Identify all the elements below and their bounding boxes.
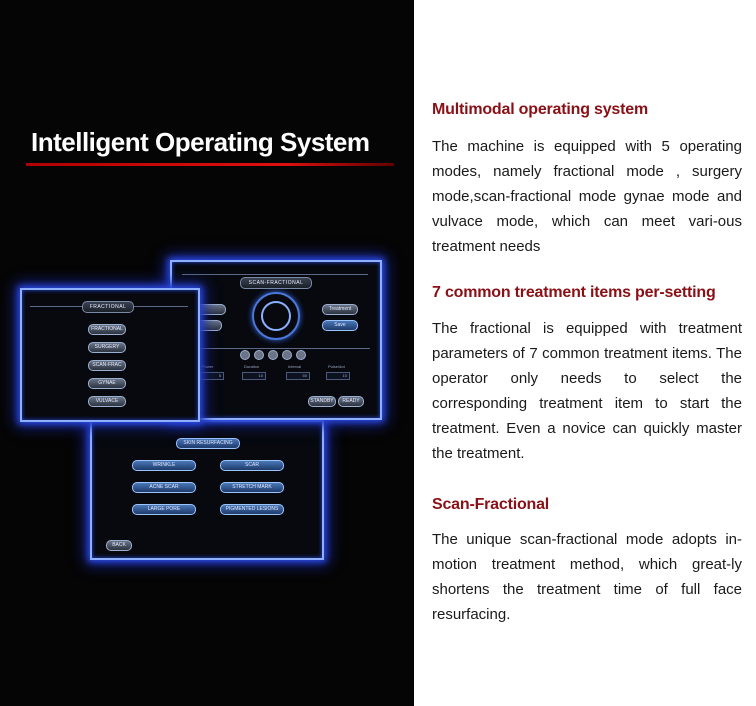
text-treatment-items: The fractional is equipped with treatment parameters of 7 common treatment items. The operator only needs to select the corresponding treatment item to start the treatment. Even a novice can quickly master the treatment. bbox=[432, 320, 742, 462]
wrinkle-button[interactable]: WRINKLE bbox=[132, 460, 196, 471]
stretch-mark-button[interactable]: STRETCH MARK bbox=[220, 482, 284, 493]
param-label-power: Power bbox=[202, 364, 214, 369]
duration-field[interactable] bbox=[242, 372, 266, 380]
power-field[interactable] bbox=[200, 372, 224, 380]
screen-scan-fractional bbox=[170, 260, 382, 420]
pattern-dot-5[interactable] bbox=[296, 350, 306, 360]
gynae-mode-button[interactable]: GYNAE bbox=[88, 378, 126, 389]
scan-dial-inner bbox=[261, 301, 291, 331]
save-button[interactable]: Save bbox=[322, 320, 358, 331]
acne-scar-button[interactable]: ACNE SCAR bbox=[132, 482, 196, 493]
surgery-mode-button[interactable]: SURGERY bbox=[88, 342, 126, 353]
interval-value: 50 bbox=[302, 373, 307, 378]
text-scan-fractional: The unique scan-fractional mode adopts in-motion treatment method, which great-ly shortens the treatment time of full face resurfacing. bbox=[432, 531, 742, 623]
pattern-dot-2[interactable] bbox=[254, 350, 264, 360]
text-multimodal: The machine is equipped with 5 operating modes, namely fractional mode , surgery mode,scan-fractional mode gynae mode and vulvace mode, which can meet vari-ous treatment needs bbox=[432, 138, 742, 255]
param-label-pulse: Pulse/dot bbox=[328, 364, 345, 369]
main-title: Intelligent Operating System bbox=[31, 127, 370, 157]
pattern-dot-1[interactable] bbox=[240, 350, 250, 360]
ready-button[interactable]: READY bbox=[338, 396, 364, 407]
pattern-dot-4[interactable] bbox=[282, 350, 292, 360]
right-panel bbox=[414, 0, 756, 706]
standby-button[interactable]: STANDBY bbox=[308, 396, 336, 407]
fractional-title: FRACTIONAL bbox=[82, 301, 134, 313]
vulvace-mode-button[interactable]: VULVACE bbox=[88, 396, 126, 407]
skin-resurfacing-title: SKIN RESURFACING bbox=[176, 438, 240, 449]
scar-button[interactable]: SCAR bbox=[220, 460, 284, 471]
heading-multimodal: Multimodal operating system bbox=[432, 101, 648, 118]
heading-treatment-items: 7 common treatment items per-setting bbox=[432, 284, 716, 301]
header-line bbox=[182, 274, 368, 275]
heading-scan-fractional: Scan-Fractional bbox=[432, 496, 550, 513]
interval-field[interactable] bbox=[286, 372, 310, 380]
power-value: 5 bbox=[218, 373, 221, 378]
fractional-mode-button[interactable]: FRACTIONAL bbox=[88, 324, 126, 335]
title-underline bbox=[26, 163, 394, 166]
pulse-field[interactable] bbox=[326, 372, 350, 380]
divider-line bbox=[180, 348, 370, 349]
scan-frac-mode-button[interactable]: SCAN-FRAC bbox=[88, 360, 126, 371]
pattern-dot-3[interactable] bbox=[268, 350, 278, 360]
duration-value: 10 bbox=[258, 373, 263, 378]
scan-fractional-title: SCAN-FRACTIONAL bbox=[240, 277, 312, 289]
treatment-button[interactable]: Treatment bbox=[322, 304, 358, 315]
param-label-duration: Duration bbox=[244, 364, 260, 369]
screen-fractional bbox=[20, 288, 200, 422]
large-pore-button[interactable]: LARGE PORE bbox=[132, 504, 196, 515]
pigmented-lesions-button[interactable]: PIGMENTED LESIONS bbox=[220, 504, 284, 515]
back-button[interactable]: BACK bbox=[106, 540, 132, 551]
param-label-interval: Interval bbox=[288, 364, 302, 369]
pulse-value: 10 bbox=[342, 373, 347, 378]
screen-skin-resurfacing bbox=[90, 420, 324, 560]
